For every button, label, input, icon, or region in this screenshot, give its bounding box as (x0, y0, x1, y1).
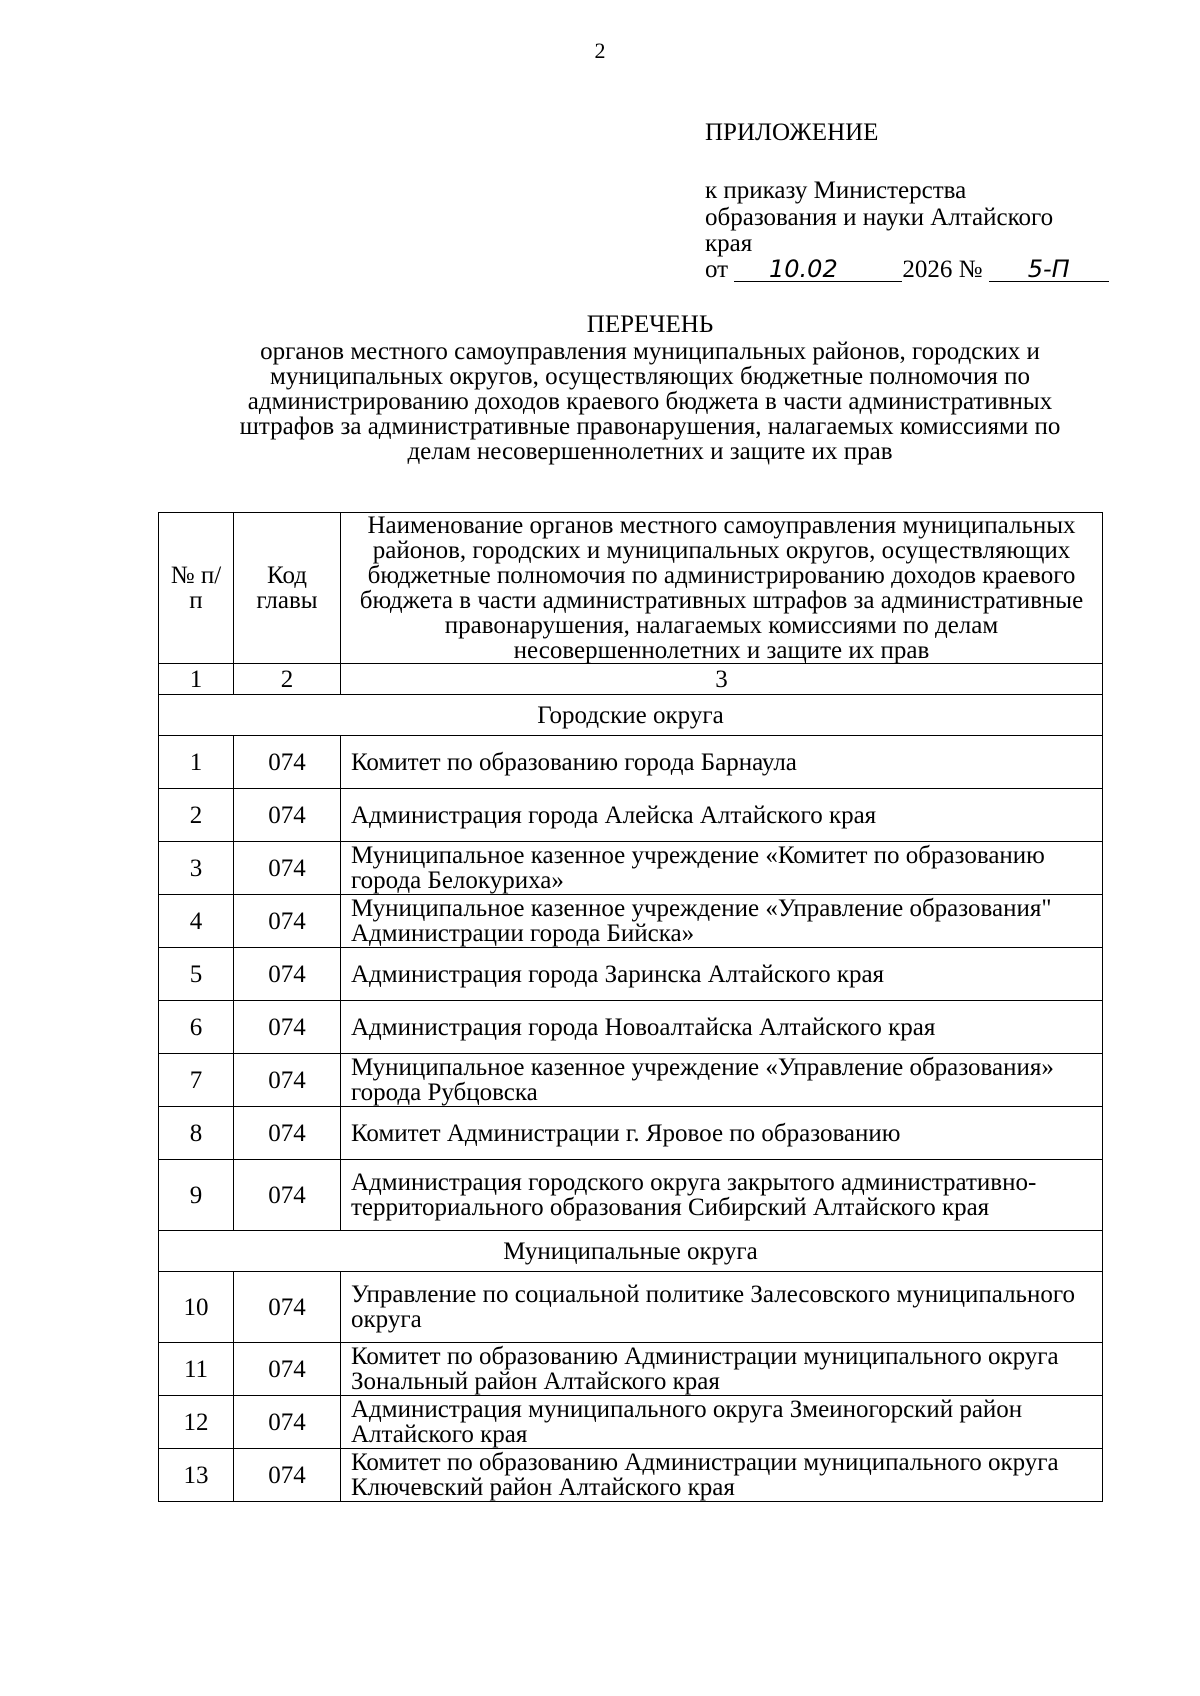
row-name: Администрация города Алейска Алтайского края (341, 789, 1103, 842)
row-code: 074 (234, 1107, 341, 1160)
header-name: Наименование органов местного самоуправления муниципальных районов, городских и муниципальных округов, осуществляющих бюджетные полномочия по администрированию доходов краевого бюджета в части административных штрафов за административные правонарушения, налагаемых комиссиями по делам несовершеннолетних и защите их прав (341, 513, 1103, 664)
row-code: 074 (234, 1054, 341, 1107)
row-code: 074 (234, 1272, 341, 1343)
table-row (159, 1160, 1103, 1231)
row-num: 6 (159, 1001, 234, 1054)
table-row (159, 895, 1103, 948)
order-date-handwritten: 10.02 (734, 257, 902, 282)
table-row (159, 1343, 1103, 1396)
table-row (159, 1107, 1103, 1160)
row-num: 4 (159, 895, 234, 948)
row-name: Муниципальное казенное учреждение «Комитет по образованию города Белокуриха» (341, 842, 1103, 895)
document-subtitle-line: штрафов за административные правонарушения, налагаемых комиссиями по (239, 413, 1061, 440)
row-name: Администрация города Новоалтайска Алтайского края (341, 1001, 1103, 1054)
row-code: 074 (234, 842, 341, 895)
document-subtitle-line: делам несовершеннолетних и защите их прав (407, 438, 893, 465)
appendix-block (705, 120, 1145, 283)
index-cell: 3 (341, 664, 1103, 695)
table-row (159, 948, 1103, 1001)
table-header-row (159, 513, 1103, 664)
index-cell: 1 (159, 664, 234, 695)
row-num: 11 (159, 1343, 234, 1396)
row-code: 074 (234, 948, 341, 1001)
table-index-row (159, 664, 1103, 695)
date-prefix: от (705, 256, 729, 283)
row-name: Администрация муниципального округа Змеиногорский район Алтайского края (341, 1396, 1103, 1449)
document-subtitle-line: администрированию доходов краевого бюджета в части административных (247, 388, 1053, 415)
header-num: № п/п (159, 513, 234, 664)
row-num: 2 (159, 789, 234, 842)
page-number: 2 (594, 38, 606, 63)
document-subtitle-line: муниципальных округов, осуществляющих бюджетные полномочия по (270, 363, 1030, 390)
row-code: 074 (234, 1449, 341, 1502)
table-row (159, 1054, 1103, 1107)
table-row (159, 1001, 1103, 1054)
row-num: 12 (159, 1396, 234, 1449)
order-number-handwritten: 5-П (989, 257, 1109, 282)
row-code: 074 (234, 736, 341, 789)
row-code: 074 (234, 895, 341, 948)
row-code: 074 (234, 789, 341, 842)
row-num: 10 (159, 1272, 234, 1343)
header-code: Код главы (234, 513, 341, 664)
row-name: Муниципальное казенное учреждение «Управление образования» города Рубцовска (341, 1054, 1103, 1107)
row-name: Муниципальное казенное учреждение «Управление образования" Администрации города Бийска» (341, 895, 1103, 948)
document-subtitle-line: органов местного самоуправления муниципальных районов, городских и (260, 338, 1040, 365)
row-num: 5 (159, 948, 234, 1001)
table-row (159, 1449, 1103, 1502)
row-num: 1 (159, 736, 234, 789)
row-name: Комитет по образованию Администрации муниципального округа Зональный район Алтайского края (341, 1343, 1103, 1396)
row-name: Комитет Администрации г. Яровое по образованию (341, 1107, 1103, 1160)
section-row (159, 1231, 1103, 1272)
appendix-line: к приказу Министерства (705, 177, 967, 205)
table-row (159, 789, 1103, 842)
document-title (160, 312, 1140, 464)
document-heading: ПЕРЕЧЕНЬ (586, 311, 714, 338)
row-code: 074 (234, 1160, 341, 1231)
appendix-title: ПРИЛОЖЕНИЕ (705, 119, 879, 146)
index-cell: 2 (234, 664, 341, 695)
row-name: Администрация города Заринска Алтайского края (341, 948, 1103, 1001)
table-row (159, 736, 1103, 789)
row-num: 7 (159, 1054, 234, 1107)
row-code: 074 (234, 1396, 341, 1449)
order-date-line (705, 257, 1145, 283)
table-row (159, 1272, 1103, 1343)
row-num: 3 (159, 842, 234, 895)
organizations-table (158, 512, 1103, 1502)
order-year: 2026 № (902, 256, 983, 283)
row-num: 9 (159, 1160, 234, 1231)
section-title: Муниципальные округа (159, 1231, 1103, 1272)
row-num: 8 (159, 1107, 234, 1160)
table-row (159, 1396, 1103, 1449)
appendix-line: образования и науки Алтайского (705, 203, 1054, 231)
row-code: 074 (234, 1343, 341, 1396)
row-code: 074 (234, 1001, 341, 1054)
row-name: Администрация городского округа закрытого административно-территориального образования Сибирский Алтайского края (341, 1160, 1103, 1231)
table-row (159, 842, 1103, 895)
appendix-line: края (705, 229, 753, 257)
row-num: 13 (159, 1449, 234, 1502)
row-name: Комитет по образованию Администрации муниципального округа Ключевский район Алтайского края (341, 1449, 1103, 1502)
section-title: Городские округа (159, 695, 1103, 736)
section-row (159, 695, 1103, 736)
row-name: Управление по социальной политике Залесовского муниципального округа (341, 1272, 1103, 1343)
row-name: Комитет по образованию города Барнаула (341, 736, 1103, 789)
